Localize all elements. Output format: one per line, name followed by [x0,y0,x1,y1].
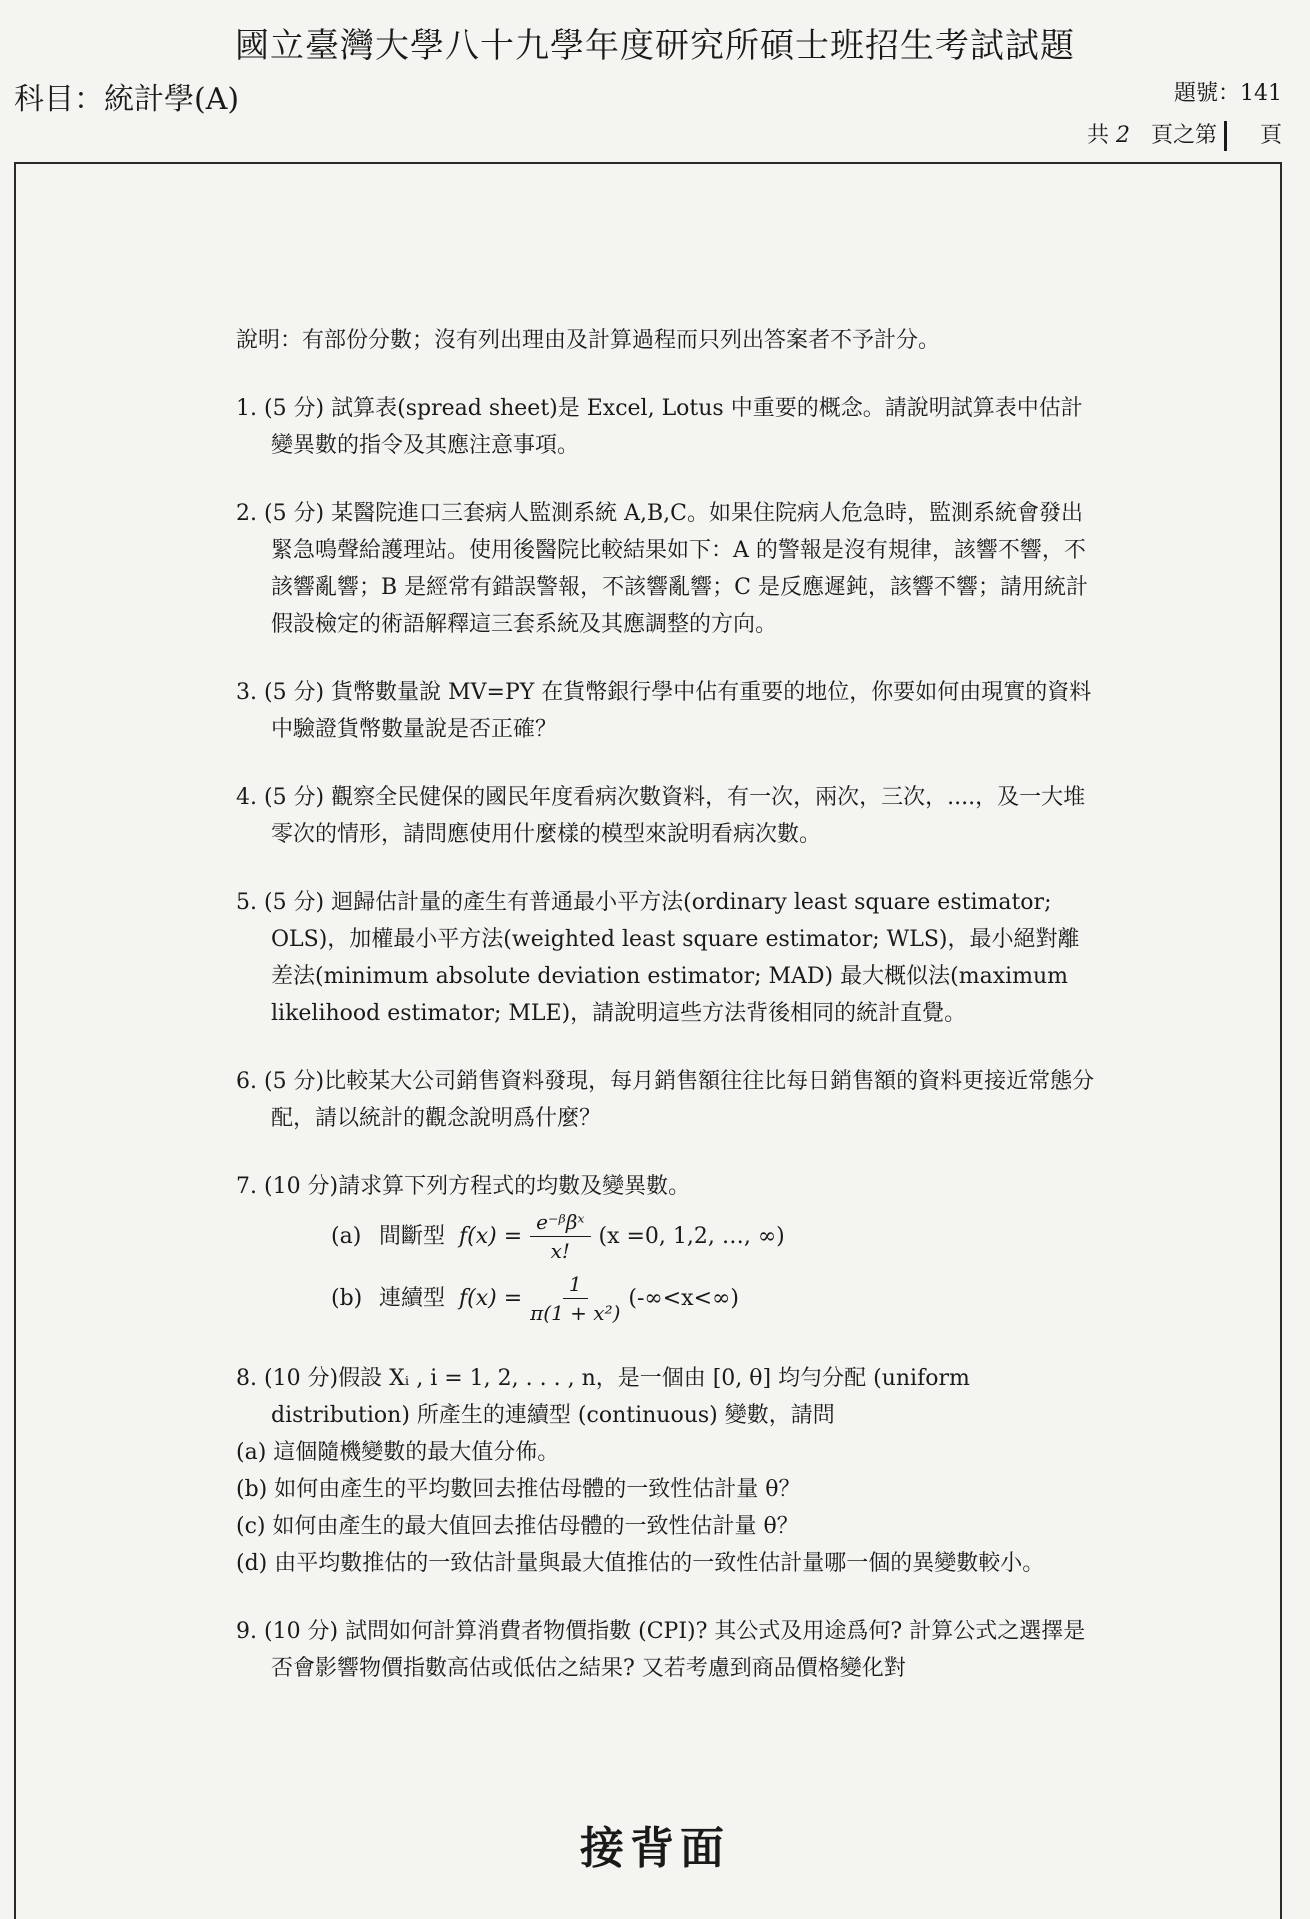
question-8-part-b: (b) 如何由產生的平均數回去推估母體的一致性估計量 θ？ [236,1477,801,1502]
question-3: 3. (5 分) 貨幣數量說 MV=PY 在貨幣銀行學中佔有重要的地位，你要如何由現實的資料中驗證貨幣數量說是否正確？ [236,680,1092,742]
subject-label: 科目：統計學(A) [14,82,240,117]
equation-b-fraction [530,1272,620,1325]
question-7 [236,1168,1096,1329]
question-1: 1. (5 分) 試算表(spread sheet)是 Excel, Lotus 中重要的概念。請說明試算表中估計變異數的指令及其應注意事項。 [236,396,1083,458]
page-current-handwritten-mark [1224,121,1227,151]
equation-a-range: (x =0, 1,2, …, ∞) [598,1223,785,1249]
equation-b [331,1267,1096,1329]
equation-a-denominator: x! [550,1238,570,1263]
equation-b-label: (b) [331,1285,363,1311]
equation-a-type: 間斷型 [379,1223,446,1249]
question-9: 9. (10 分) 試問如何計算消費者物價指數 (CPI)? 其公式及用途爲何? 計算公式之選擇是否會影響物價指數高估或低估之結果? 又若考慮到商品價格變化對 [236,1619,1086,1681]
page-count [1087,118,1282,151]
equation-b-numerator: 1 [563,1272,588,1299]
equation-a-label: (a) [331,1223,362,1249]
page-suffix: 頁 [1259,123,1282,148]
equation-b-range: (-∞<x<∞) [628,1285,739,1311]
equation-a [331,1205,1096,1267]
question-8-text: 8. (10 分)假設 Xᵢ , i = 1, 2, . . . , n，是一個由 [0, θ] 均勻分配 (uniform distribution) 所產生的連續型 (continuous) 變數，請問 [236,1366,970,1428]
question-2: 2. (5 分) 某醫院進口三套病人監測系統 A,B,C。如果住院病人危急時，監測系統會發出緊急鳴聲給護理站。使用後醫院比較結果如下：A 的警報是沒有規律，該響不響，不該響亂響；B 是經常有錯誤警報，不該響亂響；C 是反應遲鈍，該響不響；請用統計假設檢定的術語解釋這三套系統及其應調整的方向。 [236,501,1088,637]
question-8-part-a: (a) 這個隨機變數的最大值分佈。 [236,1440,560,1465]
continue-on-back-note: 接背面 [580,1823,730,1874]
exam-number: 題號：141 [1174,81,1282,106]
equation-b-lhs: f(x) = [459,1285,523,1311]
question-7-text: 7. (10 分)請求算下列方程式的均數及變異數。 [236,1174,691,1199]
equation-a-numerator: e⁻ᵝβˣ [530,1210,590,1237]
question-body [236,322,1096,1718]
question-6: 6. (5 分)比較某大公司銷售資料發現，每月銷售額往往比每日銷售額的資料更接近常態分配，請以統計的觀念說明爲什麼？ [236,1069,1095,1131]
question-8 [236,1360,1096,1582]
question-5: 5. (5 分) 迴歸估計量的產生有普通最小平方法(ordinary least square estimator; OLS)，加權最小平方法(weighted least square estimator; WLS)，最小絕對離差法(minimum absolute deviation estimator; MAD) 最大概似法(maximum likelihood estimator; MLE)，請說明這些方法背後相同的統計直覺。 [236,890,1080,1026]
question-8-part-d: (d) 由平均數推估的一致估計量與最大值推估的一致性估計量哪一個的異變數較小。 [236,1551,1045,1576]
equation-b-type: 連續型 [379,1285,446,1311]
page-total-prefix: 共 [1086,123,1109,148]
question-4: 4. (5 分) 觀察全民健保的國民年度看病次數資料，有一次，兩次，三次，....，及一大堆零次的情形，請問應使用什麼樣的模型來說明看病次數。 [236,785,1086,847]
page-middle-text: 頁之第 [1150,123,1217,148]
equation-a-lhs: f(x) = [459,1223,523,1249]
question-8-part-c: (c) 如何由產生的最大值回去推估母體的一致性估計量 θ？ [236,1514,799,1539]
instructions: 說明：有部份分數；沒有列出理由及計算過程而只列出答案者不予計分。 [236,328,941,353]
page-total-handwritten: 2 [1115,123,1130,148]
exam-title: 國立臺灣大學八十九學年度研究所碩士班招生考試試題 [235,26,1075,66]
equation-a-fraction [530,1210,590,1263]
equation-b-denominator: π(1 + x²) [530,1300,621,1325]
